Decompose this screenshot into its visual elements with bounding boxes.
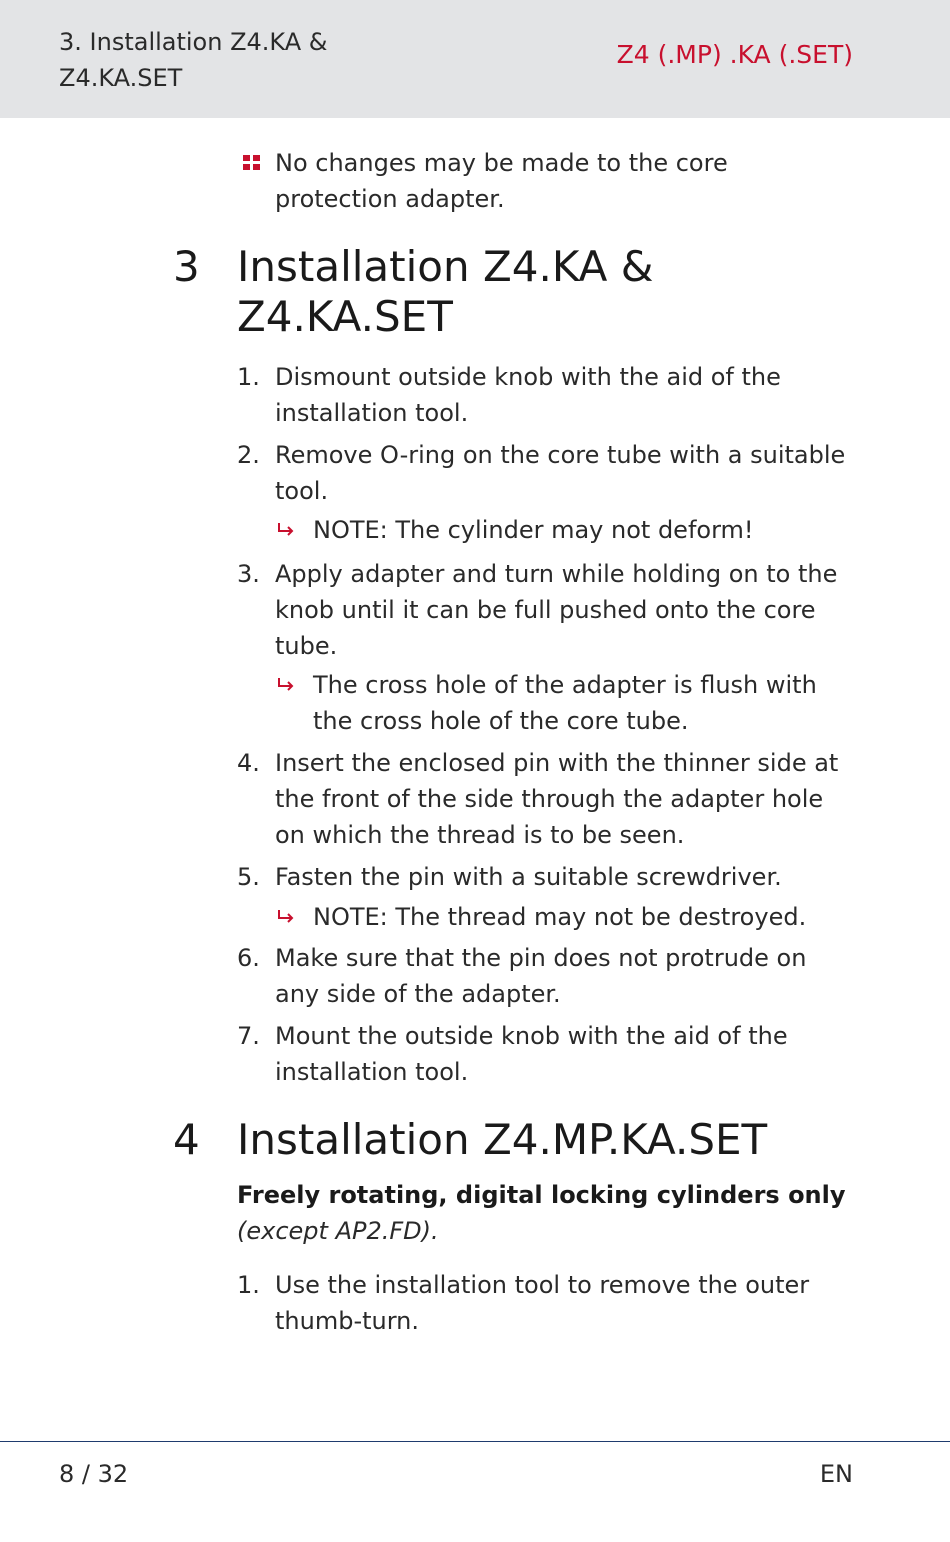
- running-chapter-title: [59, 24, 379, 96]
- warning-note-text: No changes may be made to the core protection adapter.: [275, 149, 728, 213]
- section-intro-italic: (except AP2.FD).: [237, 1217, 439, 1245]
- step-text: Remove O-ring on the core tube with a suitable tool.: [275, 441, 846, 505]
- footer-divider: [0, 1441, 950, 1442]
- warning-grid-icon: [243, 155, 261, 171]
- step-text: Mount the outside knob with the aid of the installation tool.: [275, 1022, 788, 1086]
- page-number: 8 / 32: [59, 1460, 129, 1488]
- result-arrow-icon: [277, 522, 295, 536]
- step-number: 1.: [237, 363, 260, 391]
- section-number: 4: [173, 1115, 200, 1164]
- section-number: 3: [173, 242, 200, 291]
- section-title: Installation Z4.KA & Z4.KA.SET: [237, 242, 654, 341]
- section-title: Installation Z4.MP.KA.SET: [237, 1115, 768, 1164]
- language-code: EN: [819, 1460, 853, 1488]
- result-text: NOTE: The thread may not be destroyed.: [313, 903, 807, 931]
- step-number: 5.: [237, 863, 260, 891]
- result-arrow-icon: [277, 677, 295, 691]
- product-code: Z4 (.MP) .KA (.SET): [616, 40, 853, 69]
- section-intro-bold: Freely rotating, digital locking cylinders only: [237, 1181, 846, 1209]
- page-header: [0, 0, 950, 118]
- step-number: 4.: [237, 749, 260, 777]
- step-number: 7.: [237, 1022, 260, 1050]
- step-number: 1.: [237, 1271, 260, 1299]
- step-text: Use the installation tool to remove the outer thumb-turn.: [275, 1271, 810, 1335]
- chapter-title-line1: 3. Installation Z4.KA &: [59, 28, 328, 56]
- step-text: Apply adapter and turn while holding on to the knob until it can be full pushed onto the core tube.: [275, 560, 838, 660]
- step-text: Insert the enclosed pin with the thinner side at the front of the side through the adapter hole on which the thread is to be seen.: [275, 749, 839, 849]
- step-number: 3.: [237, 560, 260, 588]
- result-text: NOTE: The cylinder may not deform!: [313, 516, 754, 544]
- result-arrow-icon: [277, 909, 295, 923]
- step-text: Dismount outside knob with the aid of the installation tool.: [275, 363, 781, 427]
- chapter-title-line2: Z4.KA.SET: [59, 64, 183, 92]
- step-text: Fasten the pin with a suitable screwdriver.: [275, 863, 782, 891]
- step-text: Make sure that the pin does not protrude on any side of the adapter.: [275, 944, 807, 1008]
- step-number: 2.: [237, 441, 260, 469]
- step-number: 6.: [237, 944, 260, 972]
- result-text: The cross hole of the adapter is flush with the cross hole of the core tube.: [313, 671, 817, 735]
